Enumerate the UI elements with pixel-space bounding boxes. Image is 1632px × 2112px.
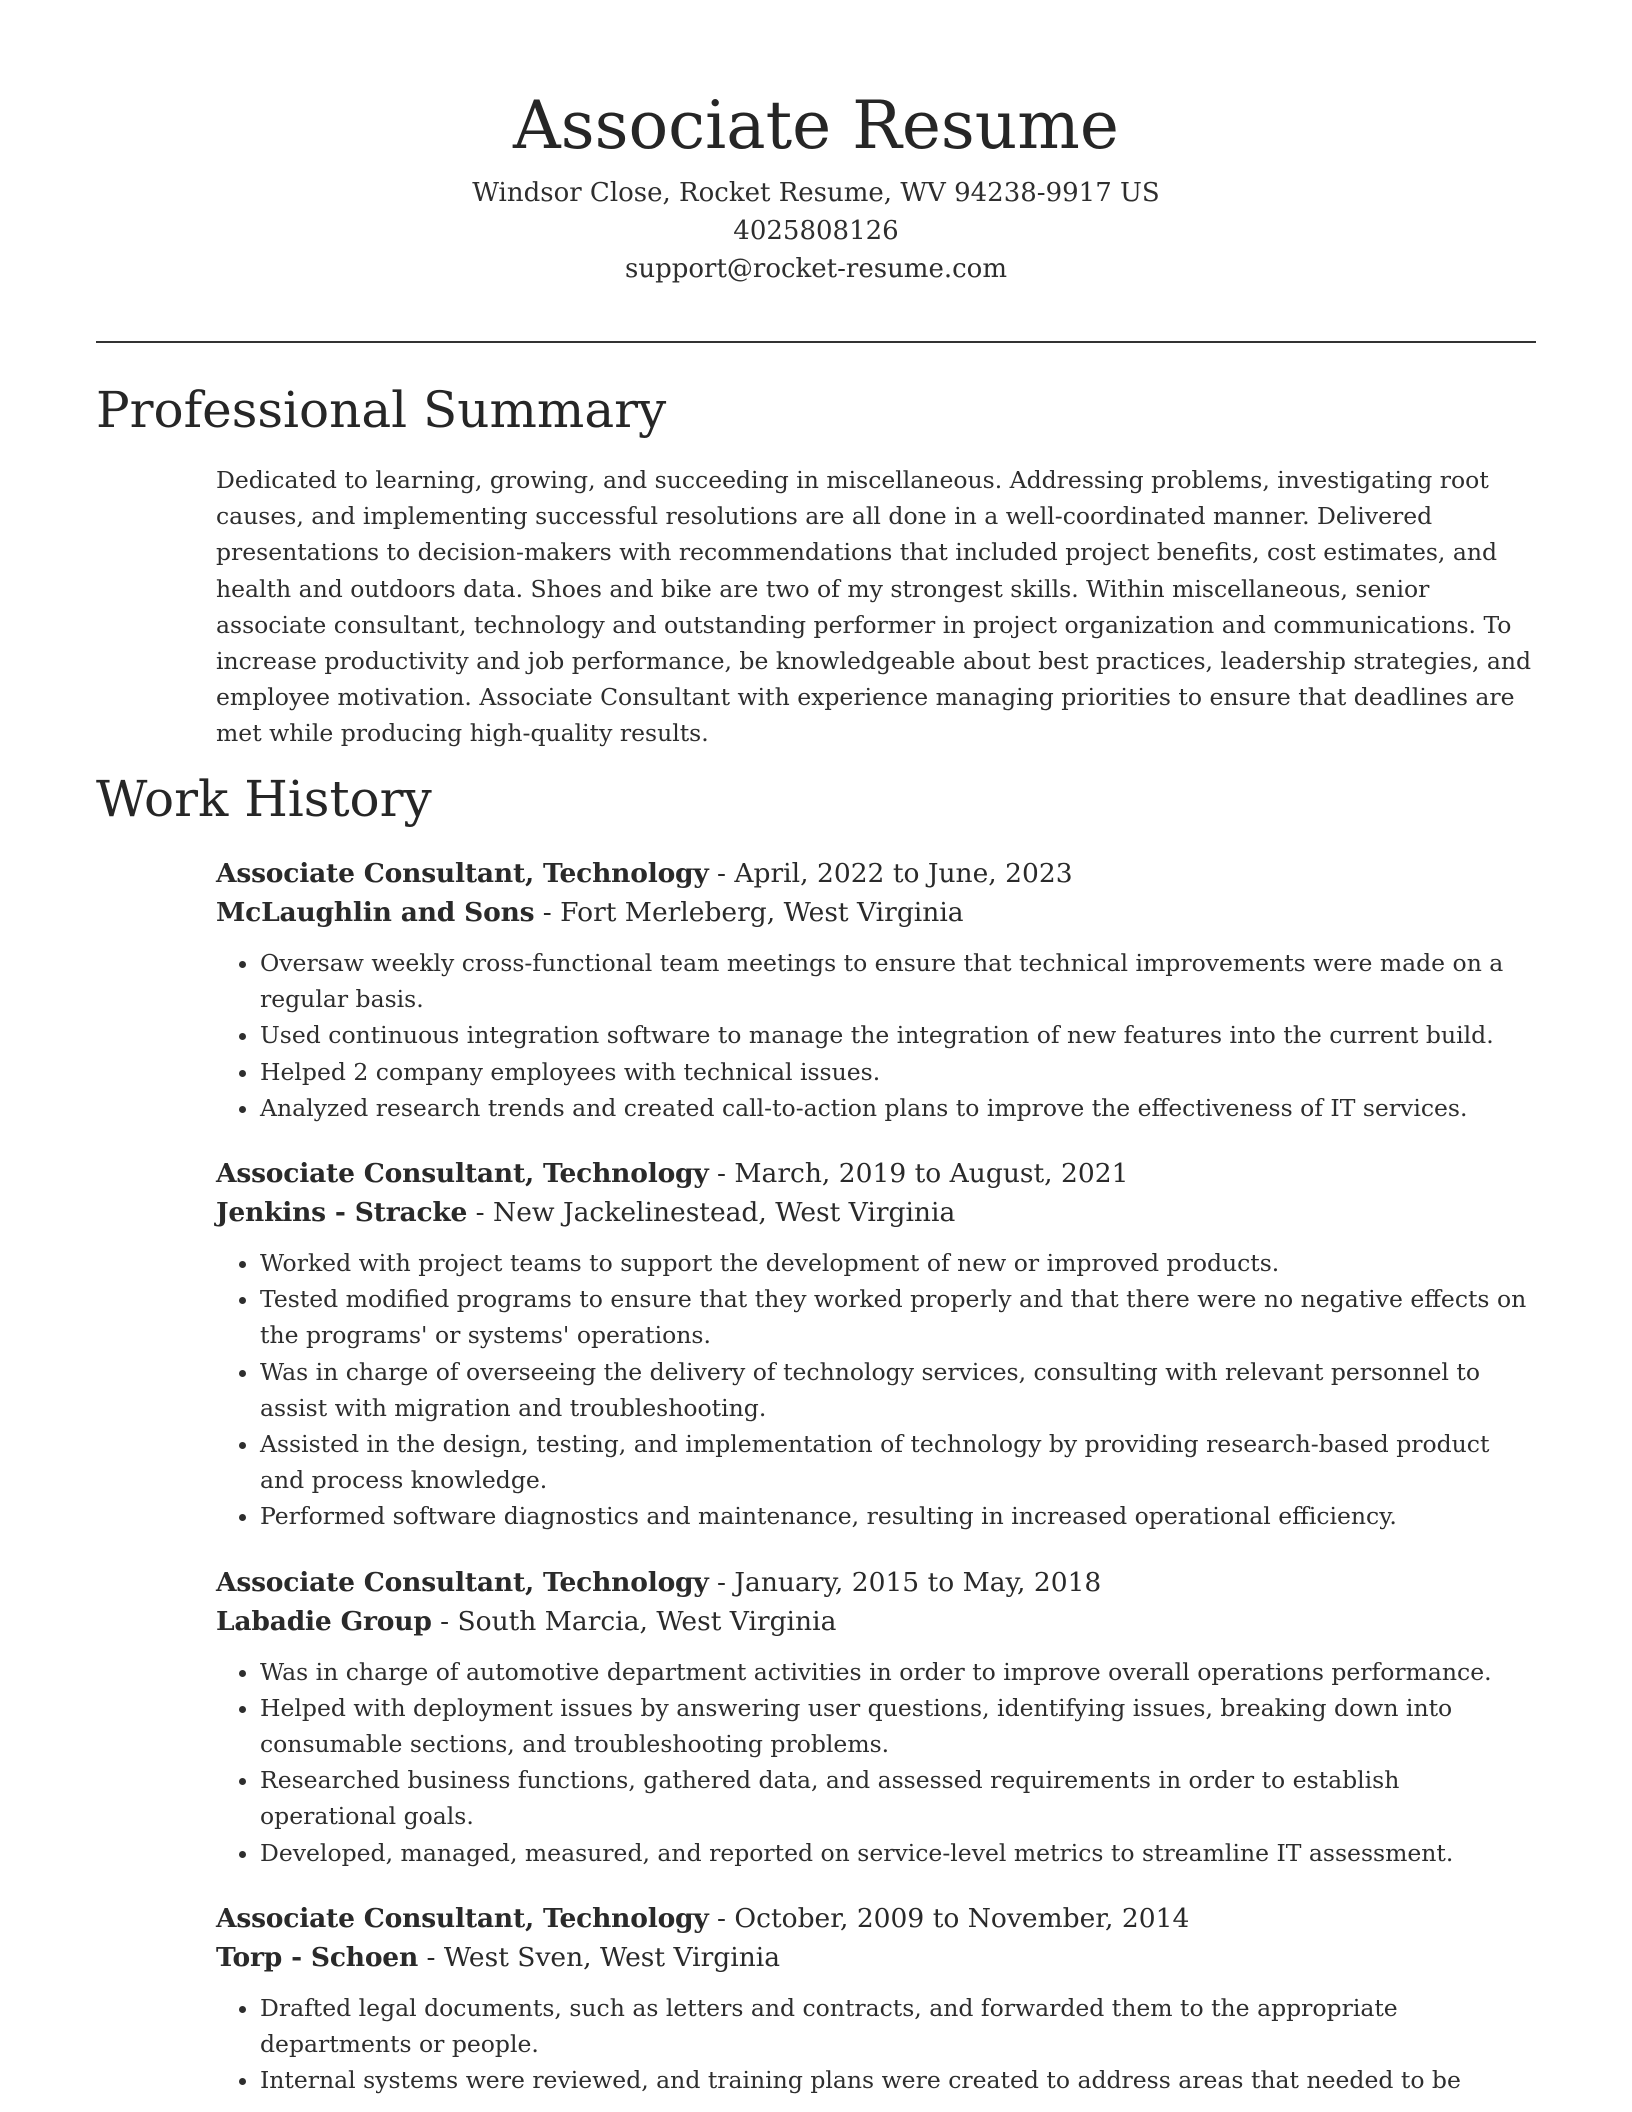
job-location: Fort Merleberg, West Virginia bbox=[560, 897, 964, 928]
separator: - bbox=[708, 1158, 735, 1190]
job-location: South Marcia, West Virginia bbox=[457, 1605, 837, 1637]
job-company: Torp - Schoen bbox=[216, 1941, 419, 1973]
job-title-line bbox=[216, 1899, 1540, 1938]
resume-name: Associate Resume bbox=[513, 87, 1119, 164]
job-bullet: • Helped with deployment issues by answering user questions, identifying issues, breaking down into consumable sections, and troubleshooting problems. bbox=[260, 1690, 1540, 1762]
job-bullets bbox=[216, 1245, 1540, 1535]
job-bullet: • Used continuous integration software to manage the integration of new features into the current build. bbox=[260, 1017, 1540, 1053]
contact-address: Windsor Close, Rocket Resume, WV 94238-9917 US bbox=[472, 178, 1160, 208]
separator: - bbox=[534, 897, 561, 928]
job-bullet: • Assisted in the design, testing, and implementation of technology by providing research-based product and process knowledge. bbox=[260, 1426, 1540, 1498]
work-history-heading: Work History bbox=[96, 770, 432, 828]
job-bullet: • Drafted legal documents, such as letters and contracts, and forwarded them to the appropriate departments or people. bbox=[260, 1990, 1540, 2062]
summary-heading: Professional Summary bbox=[96, 381, 667, 439]
job-title-line bbox=[216, 1563, 1540, 1602]
job-company: McLaughlin and Sons bbox=[216, 897, 535, 928]
job-dates: October, 2009 to November, 2014 bbox=[734, 1902, 1190, 1934]
job-title-line bbox=[216, 854, 1540, 893]
job-bullets bbox=[216, 1654, 1540, 1871]
job-company-line bbox=[216, 1193, 1540, 1232]
job-bullet: • Analyzed research trends and created call-to-action plans to improve the effectiveness of IT services. bbox=[260, 1090, 1540, 1126]
job-entry bbox=[216, 1899, 1540, 2099]
job-company: Labadie Group bbox=[216, 1605, 432, 1637]
job-dates: April, 2022 to June, 2023 bbox=[734, 858, 1073, 889]
job-company-line bbox=[216, 1938, 1540, 1977]
contact-phone: 4025808126 bbox=[733, 216, 899, 246]
job-title: Associate Consultant, Technology bbox=[216, 1566, 709, 1598]
job-company-line bbox=[216, 893, 1540, 932]
separator: - bbox=[418, 1941, 444, 1973]
job-bullet: • Developed, managed, measured, and reported on service-level metrics to streamline IT assessment. bbox=[260, 1835, 1540, 1871]
separator: - bbox=[708, 858, 735, 889]
job-bullet: • Internal systems were reviewed, and training plans were created to address areas that needed to be bbox=[260, 2062, 1540, 2098]
job-bullet: • Was in charge of automotive department activities in order to improve overall operations performance. bbox=[260, 1654, 1540, 1690]
job-location: West Sven, West Virginia bbox=[443, 1941, 781, 1973]
job-bullet: • Helped 2 company employees with technical issues. bbox=[260, 1054, 1540, 1090]
job-company: Jenkins - Stracke bbox=[216, 1197, 468, 1229]
contact-info bbox=[0, 174, 1632, 288]
contact-email: support@rocket-resume.com bbox=[624, 254, 1007, 284]
separator: - bbox=[708, 1566, 735, 1598]
separator: - bbox=[467, 1197, 494, 1229]
job-bullet: • Was in charge of overseeing the delivery of technology services, consulting with relevant personnel to assist with migration and troubleshooting. bbox=[260, 1354, 1540, 1426]
separator: - bbox=[431, 1605, 458, 1637]
header-divider bbox=[96, 341, 1536, 343]
job-company-line bbox=[216, 1602, 1540, 1641]
job-bullet: • Performed software diagnostics and maintenance, resulting in increased operational efficiency. bbox=[260, 1498, 1540, 1534]
job-bullet: • Researched business functions, gathered data, and assessed requirements in order to establish operational goals. bbox=[260, 1762, 1540, 1834]
job-bullet: • Worked with project teams to support the development of new or improved products. bbox=[260, 1245, 1540, 1281]
summary-text: Dedicated to learning, growing, and succeeding in miscellaneous. Addressing problems, investigating root causes, and implementing successful resolutions are all done in a well-coordinated manner. Delivered presentations to decision-makers with recommendations that included project benefits, cost estimates, and health and outdoors data. Shoes and bike are two of my strongest skills. Within miscellaneous, senior associate consultant, technology and outstanding performer in project organization and communications. To increase productivity and job performance, be knowledgeable about best practices, leadership strategies, and employee motivation. Associate Consultant with experience managing priorities to ensure that deadlines are met while producing high-quality results. bbox=[216, 466, 1532, 748]
job-entry bbox=[216, 1563, 1540, 1871]
job-bullet: • Tested modified programs to ensure that they worked properly and that there were no negative effects on the programs' or systems' operations. bbox=[260, 1281, 1540, 1353]
work-history-list bbox=[216, 854, 1540, 2112]
job-dates: January, 2015 to May, 2018 bbox=[734, 1566, 1102, 1598]
separator: - bbox=[708, 1902, 735, 1934]
job-location: New Jackelinestead, West Virginia bbox=[493, 1197, 956, 1229]
job-title-line bbox=[216, 1154, 1540, 1193]
job-bullet: • Oversaw weekly cross-functional team meetings to ensure that technical improvements were made on a regular basis. bbox=[260, 945, 1540, 1017]
job-title: Associate Consultant, Technology bbox=[216, 1158, 709, 1190]
job-bullets bbox=[216, 1990, 1540, 2099]
job-entry bbox=[216, 1154, 1540, 1535]
resume-header bbox=[0, 0, 1632, 288]
job-title: Associate Consultant, Technology bbox=[216, 858, 709, 889]
job-dates: March, 2019 to August, 2021 bbox=[734, 1158, 1129, 1190]
job-entry bbox=[216, 854, 1540, 1126]
job-bullets bbox=[216, 945, 1540, 1126]
job-title: Associate Consultant, Technology bbox=[216, 1902, 709, 1934]
